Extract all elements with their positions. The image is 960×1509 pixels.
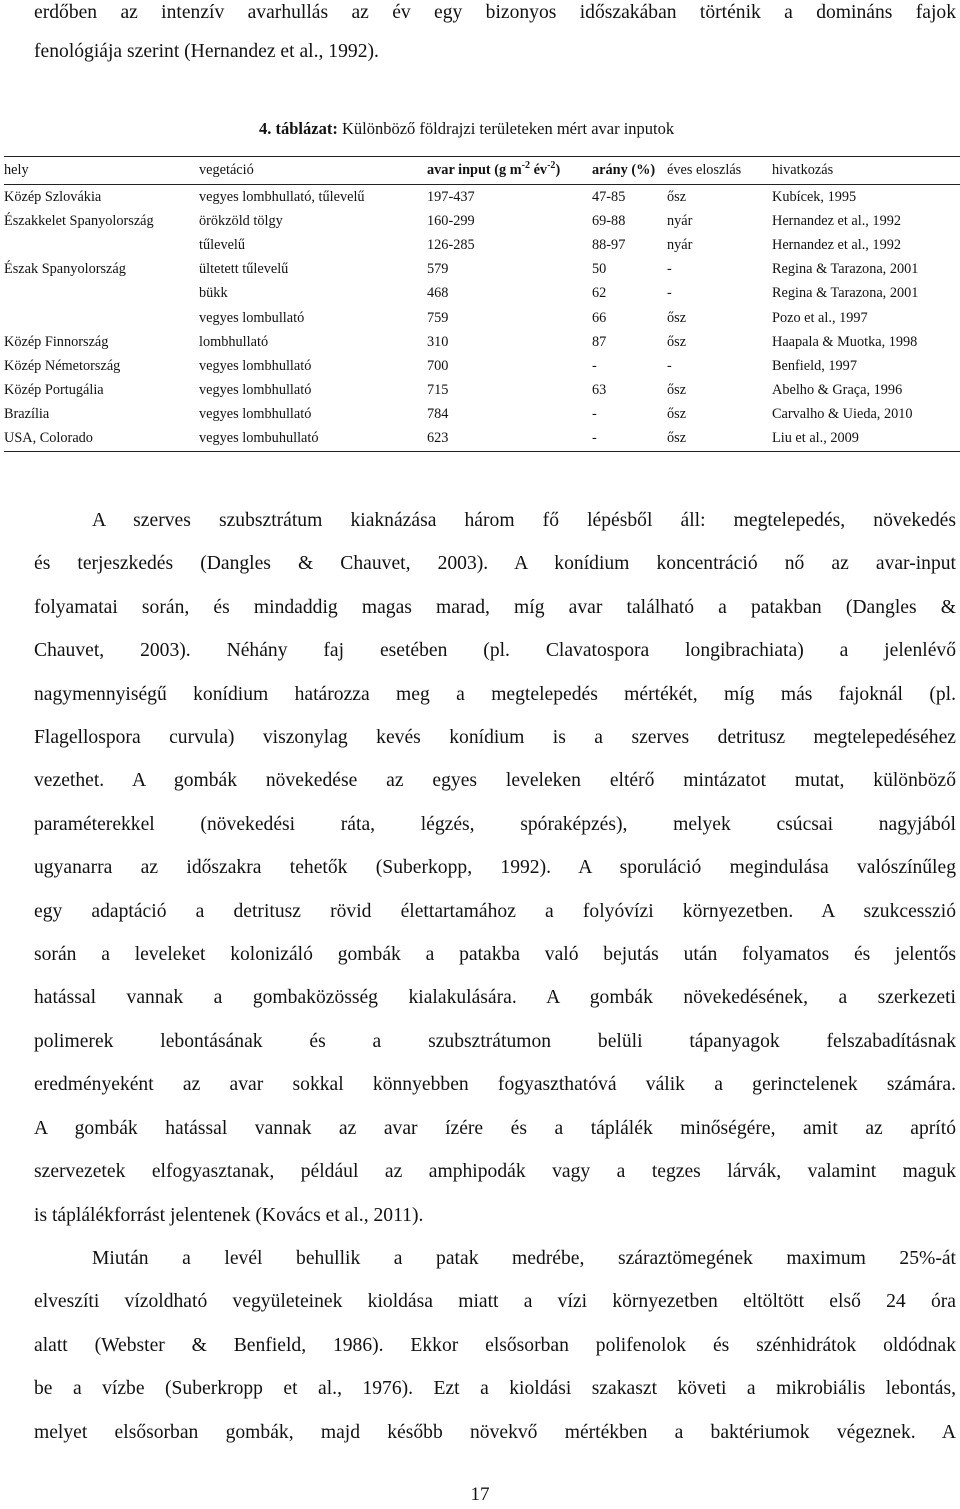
cell-veg: lombhullató <box>199 333 269 350</box>
cell-input: 310 <box>427 333 449 350</box>
cell-eves: ősz <box>667 406 687 423</box>
cell-ref: Regina & Tarazona, 2001 <box>772 285 919 302</box>
cell-hely: Közép Finnország <box>4 333 109 350</box>
cell-arany: 88-97 <box>592 236 626 253</box>
cell-ref: Liu et al., 2009 <box>772 427 960 452</box>
table-row <box>4 258 960 282</box>
cell-veg: vegyes lombhullató <box>199 406 312 423</box>
text-line: erdőben az intenzív avarhullás az év egy bizonyos időszakában történik a domináns fajok <box>34 2 956 23</box>
table-row <box>4 306 960 330</box>
cell-arany: 66 <box>592 309 607 326</box>
cell-eves: ősz <box>667 333 687 350</box>
table-caption-text: Különböző földrajzi területeken mért avar inputok <box>337 119 675 138</box>
table-caption <box>259 119 674 139</box>
table-row <box>4 379 960 403</box>
cell-hely <box>4 233 199 257</box>
cell-eves: ősz <box>667 427 772 452</box>
body-paragraph-2 <box>34 1237 956 1454</box>
table-row <box>4 185 960 210</box>
text-line: ugyanarra az időszakra tehetők (Suberkopp, 1992). A sporuláció megindulása valószínűleg <box>34 857 956 879</box>
cell-ref: Pozo et al., 1997 <box>772 309 868 326</box>
header-hely: hely <box>4 157 199 185</box>
cell-ref: Carvalho & Uieda, 2010 <box>772 406 913 423</box>
text-line: vezethet. A gombák növekedése az egyes leveleken eltérő mintázatot mutat, különböző <box>34 770 956 792</box>
cell-hely: Észak Spanyolország <box>4 261 126 278</box>
cell-input: 468 <box>427 285 449 302</box>
intro-paragraph <box>34 0 956 71</box>
cell-eves: ősz <box>667 188 687 205</box>
cell-arany: 69-88 <box>592 212 626 229</box>
cell-ref: Kubícek, 1995 <box>772 188 857 205</box>
cell-veg: örökzöld tölgy <box>199 212 283 229</box>
cell-arany: 47-85 <box>592 188 626 205</box>
cell-hely <box>4 306 199 330</box>
cell-veg: vegyes lombhullató <box>199 382 312 399</box>
cell-veg: vegyes lombhullató, tűlevelű <box>199 188 365 205</box>
text-line: alatt (Webster & Benfield, 1986). Ekkor elsősorban polifenolok és szénhidrátok oldódnak <box>34 1334 956 1356</box>
cell-hely: Közép Portugália <box>4 382 104 399</box>
text-line: hatással vannak a gombaközösség kialakulására. A gombák növekedésének, a szerkezeti <box>34 987 956 1009</box>
cell-veg: bükk <box>199 285 228 302</box>
cell-hely: Brazília <box>4 406 50 423</box>
cell-hely: Közép Németország <box>4 357 121 374</box>
cell-eves: - <box>667 261 672 278</box>
litter-input-table <box>4 156 960 452</box>
text-line: során a leveleket kolonizáló gombák a patakba való bejutás után folyamatos és jelentős <box>34 944 956 966</box>
text-line: folyamatai során, és mindaddig magas marad, míg avar található a patakban (Dangles & <box>34 596 956 618</box>
cell-hely: Északkelet Spanyolország <box>4 212 154 229</box>
text-line: eredményeként az avar sokkal könnyebben fogyaszthatóvá válik a gerinctelenek számára. <box>34 1074 956 1096</box>
cell-ref: Hernandez et al., 1992 <box>772 212 902 229</box>
cell-eves: - <box>667 285 672 302</box>
cell-hely: USA, Colorado <box>4 427 199 452</box>
text-line: egy adaptáció a detritusz rövid élettartamához a folyóvízi környezetben. A szukcesszió <box>34 900 956 922</box>
body-paragraph-1 <box>34 499 956 1237</box>
cell-input: 623 <box>427 427 592 452</box>
text-line: polimerek lebontásának és a szubsztrátumon belüli tápanyagok felszabadításnak <box>34 1030 956 1052</box>
text-line: nagymennyiségű konídium határozza meg a megtelepedés mértékét, míg más fajoknál (pl. <box>34 683 956 705</box>
text-line: Chauvet, 2003). Néhány faj esetében (pl. Clavatospora longibrachiata) a jelenlévő <box>34 640 956 662</box>
cell-arany: - <box>592 357 597 374</box>
text-line: Miután a levél behullik a patak medrébe, száraztömegének maximum 25%-át <box>92 1248 956 1269</box>
cell-ref: Haapala & Muotka, 1998 <box>772 333 918 350</box>
text-line: és terjeszkedés (Dangles & Chauvet, 2003). A konídium koncentráció nő az avar-input <box>34 553 956 575</box>
cell-eves: ősz <box>667 309 687 326</box>
cell-veg: tűlevelű <box>199 236 246 253</box>
cell-input: 700 <box>427 357 449 374</box>
cell-input: 126-285 <box>427 236 475 253</box>
text-line: fenológiája szerint (Hernandez et al., 1992). <box>34 41 379 62</box>
cell-eves: - <box>667 357 672 374</box>
cell-ref: Regina & Tarazona, 2001 <box>772 261 919 278</box>
cell-veg: vegyes lombhullató <box>199 357 312 374</box>
cell-input: 715 <box>427 382 449 399</box>
text-line: elveszíti vízoldható vegyületeinek kioldása miatt a vízi környezetben eltöltött első 24 óra <box>34 1291 956 1313</box>
table-caption-number: 4. táblázat: <box>259 119 338 138</box>
cell-eves: ősz <box>667 382 687 399</box>
cell-arany: - <box>592 427 667 452</box>
table-row <box>4 354 960 378</box>
cell-arany: 62 <box>592 285 607 302</box>
text-line: be a vízbe (Suberkropp et al., 1976). Ezt a kioldási szakaszt követi a mikrobiális lebontás, <box>34 1378 956 1400</box>
header-eves-eloszlas: éves eloszlás <box>667 157 772 185</box>
table-row <box>4 209 960 233</box>
header-avar-input: avar input (g $m^{-2}$ $év^{-2}$) <box>427 157 592 185</box>
table-row <box>4 330 960 354</box>
cell-veg: vegyes lombuhullató <box>199 427 427 452</box>
cell-eves: nyár <box>667 212 693 229</box>
cell-ref: Abelho & Graça, 1996 <box>772 382 903 399</box>
header-vegetacio: vegetáció <box>199 157 427 185</box>
table-row <box>4 403 960 427</box>
cell-input: 197-437 <box>427 188 475 205</box>
text-line: szervezetek elfogyasztanak, például az amphipodák vagy a tegzes lárvák, valamint maguk <box>34 1161 956 1183</box>
cell-eves: nyár <box>667 236 693 253</box>
text-line: A szerves szubsztrátum kiaknázása három fő lépésből áll: megtelepedés, növekedés <box>92 510 956 531</box>
cell-hely <box>4 282 199 306</box>
cell-arany: 87 <box>592 333 607 350</box>
header-hivatkozas: hivatkozás <box>772 157 960 185</box>
text-line: paraméterekkel (növekedési ráta, légzés, spóraképzés), melyek csúcsai nagyjából <box>34 813 956 835</box>
table-row <box>4 282 960 306</box>
cell-input: 759 <box>427 309 449 326</box>
text-line: melyet elsősorban gombák, majd később növekvő mértékben a baktériumok végeznek. A <box>34 1421 956 1443</box>
cell-ref: Benfield, 1997 <box>772 357 857 374</box>
cell-hely: Közép Szlovákia <box>4 188 102 205</box>
cell-input: 784 <box>427 406 449 423</box>
cell-veg: ültetett tűlevelű <box>199 261 289 278</box>
text-line: Flagellospora curvula) viszonylag kevés konídium is a szerves detritusz megtelepedéséhez <box>34 727 956 749</box>
cell-veg: vegyes lombullató <box>199 309 305 326</box>
cell-input: 579 <box>427 261 449 278</box>
header-arany: arány (%) <box>592 157 667 185</box>
page-number: 17 <box>470 1484 490 1505</box>
cell-arany: 63 <box>592 382 607 399</box>
cell-arany: - <box>592 406 597 423</box>
table-header-row <box>4 157 960 185</box>
text-line: A gombák hatással vannak az avar ízére és a táplálék minőségére, amit az aprító <box>34 1117 956 1139</box>
text-line: is táplálékforrást jelentenek (Kovács et al., 2011). <box>34 1204 424 1226</box>
cell-ref: Hernandez et al., 1992 <box>772 236 902 253</box>
table-row <box>4 233 960 257</box>
cell-input: 160-299 <box>427 212 475 229</box>
table-row <box>4 427 960 452</box>
cell-arany: 50 <box>592 261 607 278</box>
